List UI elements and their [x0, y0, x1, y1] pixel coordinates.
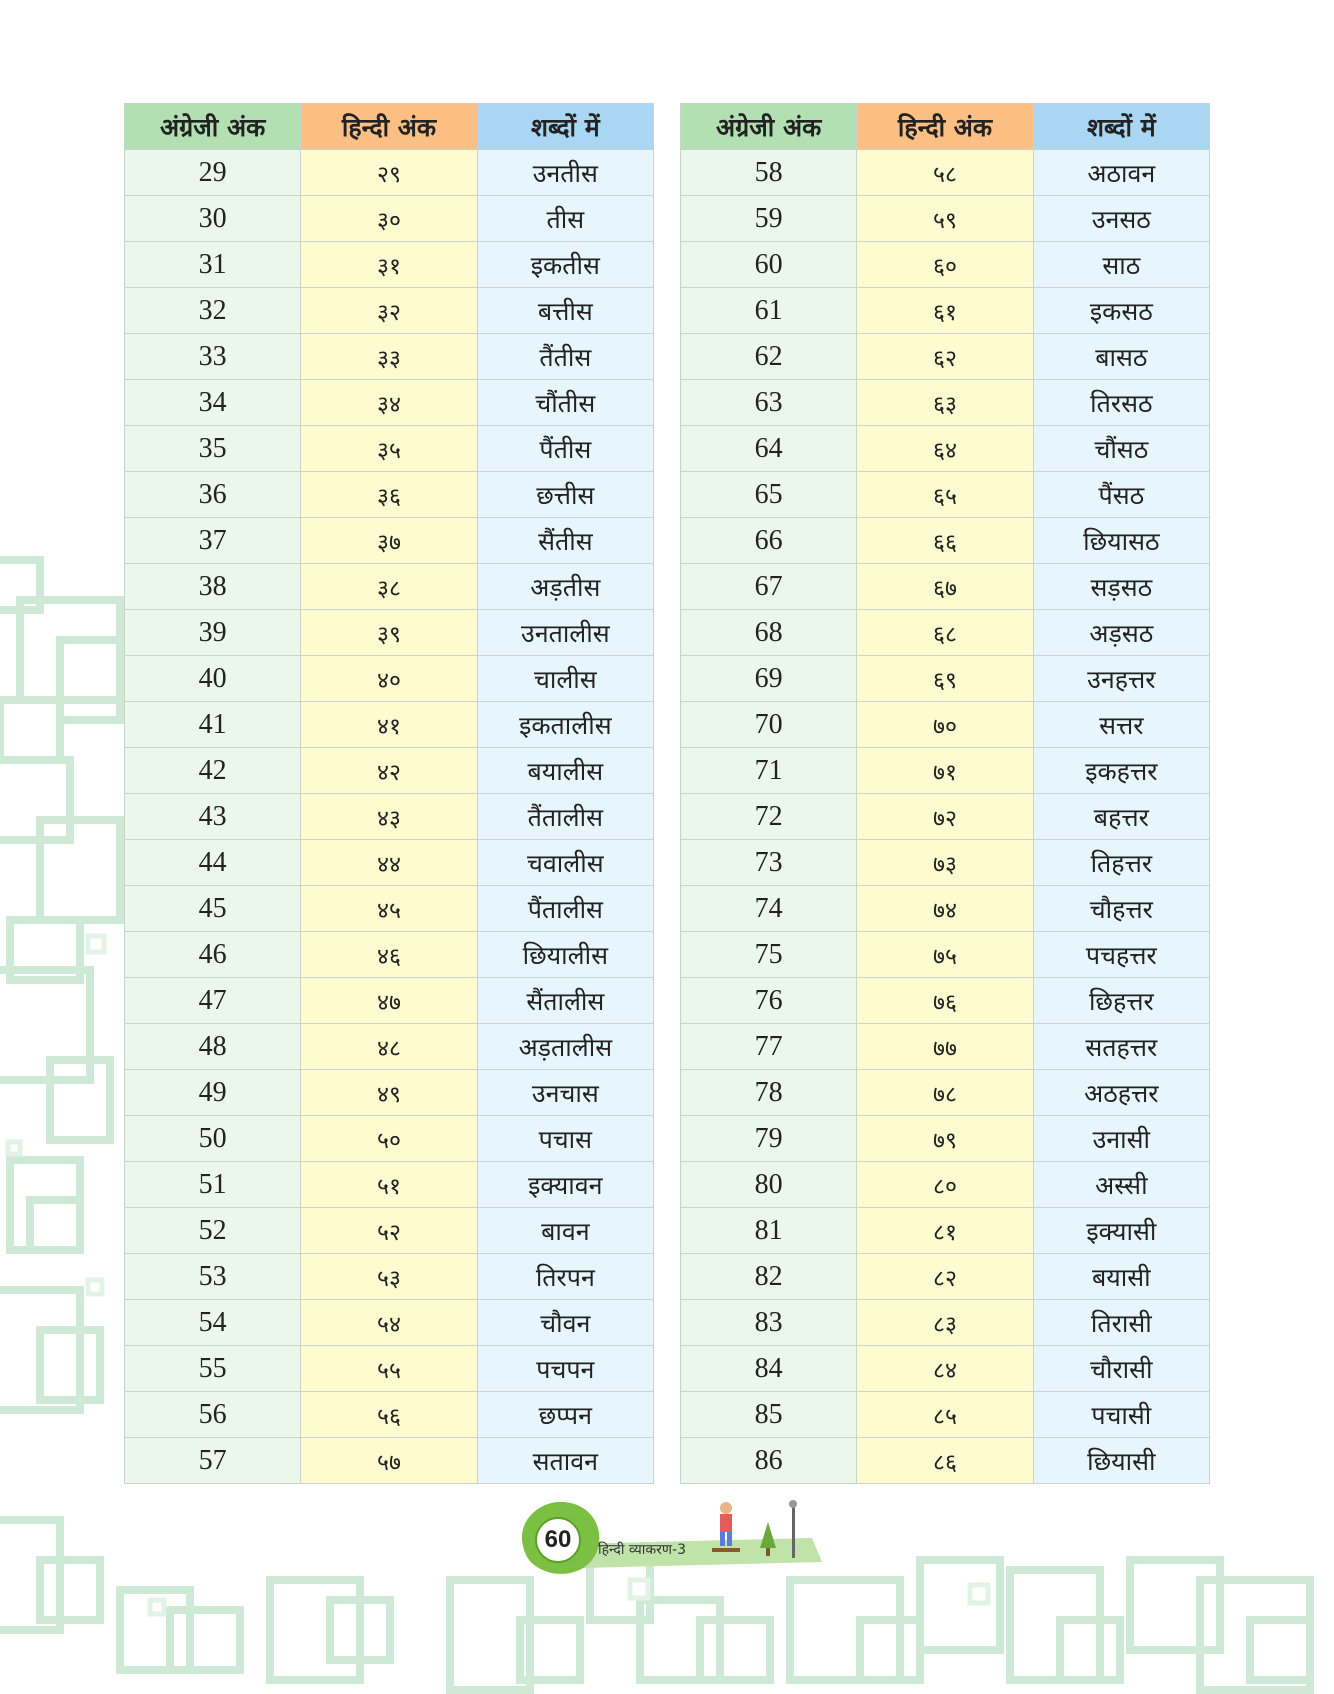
english-numeral-cell: 43: [125, 794, 301, 840]
hindi-numeral-cell: ८१: [857, 1208, 1033, 1254]
hindi-numeral-cell: ३४: [301, 380, 477, 426]
table-row: [125, 564, 654, 610]
number-in-words-cell: तीस: [477, 196, 653, 242]
hindi-numeral-cell: ८३: [857, 1300, 1033, 1346]
number-in-words-cell: पचहत्तर: [1033, 932, 1209, 978]
number-in-words-cell: इकहत्तर: [1033, 748, 1209, 794]
hindi-numeral-cell: ७२: [857, 794, 1033, 840]
number-in-words-cell: चालीस: [477, 656, 653, 702]
number-in-words-cell: इक्यावन: [477, 1162, 653, 1208]
header-english-numeral: अंग्रेजी अंक: [681, 104, 857, 150]
hindi-numeral-cell: ५३: [301, 1254, 477, 1300]
number-in-words-cell: अड़तालीस: [477, 1024, 653, 1070]
english-numeral-cell: 82: [681, 1254, 857, 1300]
number-in-words-cell: पैंतीस: [477, 426, 653, 472]
hindi-numeral-cell: ७५: [857, 932, 1033, 978]
table-row: [681, 334, 1210, 380]
english-numeral-cell: 39: [125, 610, 301, 656]
english-numeral-cell: 63: [681, 380, 857, 426]
english-numeral-cell: 59: [681, 196, 857, 242]
english-numeral-cell: 47: [125, 978, 301, 1024]
number-in-words-cell: पचासी: [1033, 1392, 1209, 1438]
english-numeral-cell: 74: [681, 886, 857, 932]
header-in-words: शब्दों में: [477, 104, 653, 150]
number-in-words-cell: उनचास: [477, 1070, 653, 1116]
table-row: [681, 656, 1210, 702]
english-numeral-cell: 56: [125, 1392, 301, 1438]
english-numeral-cell: 66: [681, 518, 857, 564]
number-in-words-cell: उनतालीस: [477, 610, 653, 656]
table-row: [125, 610, 654, 656]
table-row: [125, 1392, 654, 1438]
hindi-numeral-cell: ३५: [301, 426, 477, 472]
english-numeral-cell: 78: [681, 1070, 857, 1116]
table-row: [125, 334, 654, 380]
number-in-words-cell: चौंसठ: [1033, 426, 1209, 472]
english-numeral-cell: 33: [125, 334, 301, 380]
header-row: [681, 104, 1210, 150]
table-row: [681, 1208, 1210, 1254]
hindi-numeral-cell: ४५: [301, 886, 477, 932]
header-row: [125, 104, 654, 150]
english-numeral-cell: 44: [125, 840, 301, 886]
hindi-numeral-cell: ४१: [301, 702, 477, 748]
hindi-numeral-cell: ३१: [301, 242, 477, 288]
number-in-words-cell: तिरासी: [1033, 1300, 1209, 1346]
page-number: 60: [544, 1526, 572, 1553]
number-in-words-cell: अड़तीस: [477, 564, 653, 610]
table-row: [125, 1300, 654, 1346]
header-english-numeral: अंग्रेजी अंक: [125, 104, 301, 150]
english-numeral-cell: 57: [125, 1438, 301, 1484]
hindi-numeral-cell: ६५: [857, 472, 1033, 518]
header-hindi-numeral: हिन्दी अंक: [857, 104, 1033, 150]
header-in-words: शब्दों में: [1033, 104, 1209, 150]
table-row: [681, 288, 1210, 334]
english-numeral-cell: 81: [681, 1208, 857, 1254]
table-row: [125, 932, 654, 978]
table-row: [125, 748, 654, 794]
table-row: [681, 1116, 1210, 1162]
table-row: [125, 518, 654, 564]
hindi-numeral-cell: ३६: [301, 472, 477, 518]
english-numeral-cell: 62: [681, 334, 857, 380]
hindi-numeral-cell: ७८: [857, 1070, 1033, 1116]
english-numeral-cell: 53: [125, 1254, 301, 1300]
english-numeral-cell: 55: [125, 1346, 301, 1392]
table-row: [125, 886, 654, 932]
number-in-words-cell: इकतालीस: [477, 702, 653, 748]
hindi-numeral-cell: ४३: [301, 794, 477, 840]
page-footer: [512, 1498, 832, 1578]
english-numeral-cell: 37: [125, 518, 301, 564]
english-numeral-cell: 65: [681, 472, 857, 518]
table-row: [681, 196, 1210, 242]
hindi-numeral-cell: ७३: [857, 840, 1033, 886]
english-numeral-cell: 31: [125, 242, 301, 288]
number-in-words-cell: अठहत्तर: [1033, 1070, 1209, 1116]
hindi-numeral-cell: ७९: [857, 1116, 1033, 1162]
number-in-words-cell: सत्तर: [1033, 702, 1209, 748]
hindi-numeral-cell: ७६: [857, 978, 1033, 1024]
hindi-numeral-cell: ६७: [857, 564, 1033, 610]
number-in-words-cell: छियासी: [1033, 1438, 1209, 1484]
table-row: [681, 840, 1210, 886]
table-row: [125, 196, 654, 242]
table-row: [125, 1070, 654, 1116]
english-numeral-cell: 64: [681, 426, 857, 472]
english-numeral-cell: 49: [125, 1070, 301, 1116]
hindi-numeral-cell: ८४: [857, 1346, 1033, 1392]
hindi-numeral-cell: ३३: [301, 334, 477, 380]
number-in-words-cell: चवालीस: [477, 840, 653, 886]
table-row: [125, 1254, 654, 1300]
hindi-numeral-cell: ४६: [301, 932, 477, 978]
number-in-words-cell: सैंतालीस: [477, 978, 653, 1024]
hindi-numeral-cell: ५६: [301, 1392, 477, 1438]
number-in-words-cell: छियालीस: [477, 932, 653, 978]
number-in-words-cell: तिहत्तर: [1033, 840, 1209, 886]
table-row: [681, 794, 1210, 840]
english-numeral-cell: 29: [125, 150, 301, 196]
table-row: [681, 1346, 1210, 1392]
number-in-words-cell: इक्यासी: [1033, 1208, 1209, 1254]
number-in-words-cell: साठ: [1033, 242, 1209, 288]
english-numeral-cell: 69: [681, 656, 857, 702]
hindi-numeral-cell: ७७: [857, 1024, 1033, 1070]
number-in-words-cell: अठावन: [1033, 150, 1209, 196]
english-numeral-cell: 36: [125, 472, 301, 518]
english-numeral-cell: 70: [681, 702, 857, 748]
table-row: [681, 472, 1210, 518]
number-in-words-cell: छत्तीस: [477, 472, 653, 518]
hindi-numeral-cell: ८२: [857, 1254, 1033, 1300]
hindi-numeral-cell: ४७: [301, 978, 477, 1024]
hindi-numeral-cell: २९: [301, 150, 477, 196]
number-in-words-cell: तैंतीस: [477, 334, 653, 380]
english-numeral-cell: 73: [681, 840, 857, 886]
hindi-numeral-cell: ५४: [301, 1300, 477, 1346]
number-in-words-cell: चौंतीस: [477, 380, 653, 426]
hindi-numeral-cell: ६४: [857, 426, 1033, 472]
table-row: [125, 978, 654, 1024]
number-in-words-cell: पचपन: [477, 1346, 653, 1392]
table-row: [125, 1208, 654, 1254]
number-table-left: [124, 103, 654, 1484]
hindi-numeral-cell: ५५: [301, 1346, 477, 1392]
english-numeral-cell: 86: [681, 1438, 857, 1484]
table-row: [681, 1070, 1210, 1116]
table-row: [125, 702, 654, 748]
english-numeral-cell: 41: [125, 702, 301, 748]
english-numeral-cell: 34: [125, 380, 301, 426]
number-in-words-cell: पैंतालीस: [477, 886, 653, 932]
hindi-numeral-cell: ७४: [857, 886, 1033, 932]
table-row: [681, 748, 1210, 794]
hindi-numeral-cell: ४४: [301, 840, 477, 886]
number-in-words-cell: पैंसठ: [1033, 472, 1209, 518]
number-in-words-cell: सैंतीस: [477, 518, 653, 564]
english-numeral-cell: 40: [125, 656, 301, 702]
hindi-numeral-cell: ७१: [857, 748, 1033, 794]
english-numeral-cell: 68: [681, 610, 857, 656]
number-in-words-cell: बावन: [477, 1208, 653, 1254]
number-in-words-cell: छिहत्तर: [1033, 978, 1209, 1024]
table-row: [125, 242, 654, 288]
table-row: [681, 1392, 1210, 1438]
table-row: [681, 886, 1210, 932]
table-row: [125, 150, 654, 196]
hindi-numeral-cell: ५०: [301, 1116, 477, 1162]
hindi-numeral-cell: ५२: [301, 1208, 477, 1254]
hindi-numeral-cell: ३७: [301, 518, 477, 564]
hindi-numeral-cell: ४२: [301, 748, 477, 794]
table-row: [681, 564, 1210, 610]
table-row: [125, 656, 654, 702]
number-in-words-cell: बयालीस: [477, 748, 653, 794]
number-in-words-cell: बासठ: [1033, 334, 1209, 380]
hindi-numeral-cell: ८०: [857, 1162, 1033, 1208]
number-in-words-cell: अड़सठ: [1033, 610, 1209, 656]
number-in-words-cell: अस्सी: [1033, 1162, 1209, 1208]
english-numeral-cell: 35: [125, 426, 301, 472]
number-in-words-cell: सतहत्तर: [1033, 1024, 1209, 1070]
table-row: [681, 610, 1210, 656]
table-row: [125, 1438, 654, 1484]
english-numeral-cell: 75: [681, 932, 857, 978]
hindi-numeral-cell: ५८: [857, 150, 1033, 196]
english-numeral-cell: 46: [125, 932, 301, 978]
number-in-words-cell: उनहत्तर: [1033, 656, 1209, 702]
table-row: [125, 1116, 654, 1162]
hindi-numeral-cell: ८६: [857, 1438, 1033, 1484]
number-in-words-cell: चौहत्तर: [1033, 886, 1209, 932]
table-row: [125, 380, 654, 426]
number-in-words-cell: चौरासी: [1033, 1346, 1209, 1392]
table-row: [125, 1024, 654, 1070]
hindi-numeral-cell: ६१: [857, 288, 1033, 334]
number-in-words-cell: छियासठ: [1033, 518, 1209, 564]
table-row: [681, 1438, 1210, 1484]
table-row: [681, 978, 1210, 1024]
english-numeral-cell: 51: [125, 1162, 301, 1208]
table-row: [681, 150, 1210, 196]
number-in-words-cell: बयासी: [1033, 1254, 1209, 1300]
hindi-numeral-cell: ६०: [857, 242, 1033, 288]
english-numeral-cell: 71: [681, 748, 857, 794]
english-numeral-cell: 77: [681, 1024, 857, 1070]
hindi-numeral-cell: ६६: [857, 518, 1033, 564]
english-numeral-cell: 79: [681, 1116, 857, 1162]
english-numeral-cell: 42: [125, 748, 301, 794]
hindi-numeral-cell: ४९: [301, 1070, 477, 1116]
english-numeral-cell: 52: [125, 1208, 301, 1254]
english-numeral-cell: 58: [681, 150, 857, 196]
english-numeral-cell: 48: [125, 1024, 301, 1070]
english-numeral-cell: 85: [681, 1392, 857, 1438]
number-in-words-cell: सड़सठ: [1033, 564, 1209, 610]
table-row: [125, 472, 654, 518]
table-row: [681, 380, 1210, 426]
english-numeral-cell: 67: [681, 564, 857, 610]
number-in-words-cell: बत्तीस: [477, 288, 653, 334]
english-numeral-cell: 72: [681, 794, 857, 840]
hindi-numeral-cell: ७०: [857, 702, 1033, 748]
number-in-words-cell: उनासी: [1033, 1116, 1209, 1162]
english-numeral-cell: 76: [681, 978, 857, 1024]
english-numeral-cell: 32: [125, 288, 301, 334]
header-hindi-numeral: हिन्दी अंक: [301, 104, 477, 150]
table-row: [125, 1346, 654, 1392]
number-in-words-cell: पचास: [477, 1116, 653, 1162]
hindi-numeral-cell: ६९: [857, 656, 1033, 702]
english-numeral-cell: 45: [125, 886, 301, 932]
table-row: [125, 426, 654, 472]
hindi-numeral-cell: ६८: [857, 610, 1033, 656]
number-in-words-cell: चौवन: [477, 1300, 653, 1346]
hindi-numeral-cell: ४८: [301, 1024, 477, 1070]
table-row: [681, 702, 1210, 748]
table-row: [681, 426, 1210, 472]
table-row: [125, 1162, 654, 1208]
english-numeral-cell: 38: [125, 564, 301, 610]
english-numeral-cell: 50: [125, 1116, 301, 1162]
number-in-words-cell: बहत्तर: [1033, 794, 1209, 840]
number-table-right: [680, 103, 1210, 1484]
table-row: [681, 1162, 1210, 1208]
hindi-numeral-cell: ४०: [301, 656, 477, 702]
table-row: [125, 288, 654, 334]
table-row: [681, 242, 1210, 288]
table-row: [681, 1254, 1210, 1300]
hindi-numeral-cell: ५७: [301, 1438, 477, 1484]
english-numeral-cell: 80: [681, 1162, 857, 1208]
number-in-words-cell: तैंतालीस: [477, 794, 653, 840]
hindi-numeral-cell: ३०: [301, 196, 477, 242]
hindi-numeral-cell: ३८: [301, 564, 477, 610]
hindi-numeral-cell: ६३: [857, 380, 1033, 426]
number-in-words-cell: तिरपन: [477, 1254, 653, 1300]
english-numeral-cell: 54: [125, 1300, 301, 1346]
number-in-words-cell: तिरसठ: [1033, 380, 1209, 426]
table-row: [681, 1300, 1210, 1346]
table-row: [125, 794, 654, 840]
hindi-numeral-cell: ३२: [301, 288, 477, 334]
hindi-numeral-cell: ५१: [301, 1162, 477, 1208]
book-title: हिन्दी व्याकरण-3: [598, 1542, 686, 1558]
table-row: [681, 932, 1210, 978]
table-row: [125, 840, 654, 886]
hindi-numeral-cell: ३९: [301, 610, 477, 656]
number-in-words-cell: छप्पन: [477, 1392, 653, 1438]
english-numeral-cell: 60: [681, 242, 857, 288]
hindi-numeral-cell: ८५: [857, 1392, 1033, 1438]
hindi-numeral-cell: ५९: [857, 196, 1033, 242]
english-numeral-cell: 84: [681, 1346, 857, 1392]
hindi-numeral-cell: ६२: [857, 334, 1033, 380]
table-row: [681, 518, 1210, 564]
number-in-words-cell: इकसठ: [1033, 288, 1209, 334]
english-numeral-cell: 30: [125, 196, 301, 242]
number-in-words-cell: उनसठ: [1033, 196, 1209, 242]
english-numeral-cell: 83: [681, 1300, 857, 1346]
number-in-words-cell: सतावन: [477, 1438, 653, 1484]
english-numeral-cell: 61: [681, 288, 857, 334]
table-row: [681, 1024, 1210, 1070]
number-in-words-cell: इकतीस: [477, 242, 653, 288]
number-in-words-cell: उनतीस: [477, 150, 653, 196]
